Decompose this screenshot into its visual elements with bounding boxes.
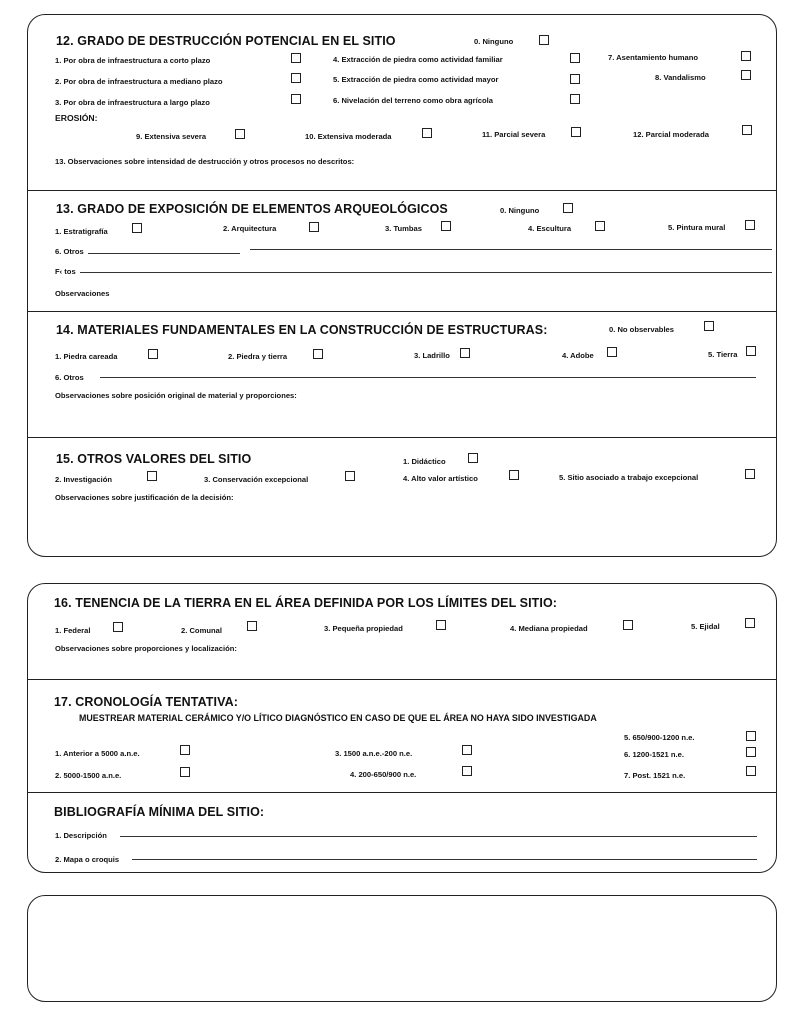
s13-option-2-label: 2. Arquitectura (223, 224, 277, 233)
s16-option-2-checkbox[interactable] (247, 621, 257, 631)
s17-option-6-label: 6. 1200-1521 n.e. (624, 750, 684, 759)
s15-option-3-checkbox[interactable] (345, 471, 355, 481)
bib-description-line[interactable] (120, 836, 757, 837)
s16-option-1-checkbox[interactable] (113, 622, 123, 632)
s15-option-4-label: 4. Alto valor artístico (403, 474, 478, 483)
s12-option-11-checkbox[interactable] (571, 127, 581, 137)
s12-option-11-label: 11. Parcial severa (482, 130, 546, 139)
s16-option-3-label: 3. Pequeña propiedad (324, 624, 403, 633)
s13-option-3-label: 3. Tumbas (385, 224, 422, 233)
s12-option-7-checkbox[interactable] (741, 51, 751, 61)
s14-option-0-label: 0. No observables (609, 325, 674, 334)
s17-subtitle: MUESTREAR MATERIAL CERÁMICO Y/O LÍTICO DIAGNÓSTICO EN CASO DE QUE EL ÁREA NO HAYA SIDO INVESTIGADA (79, 713, 597, 723)
s12-option-10-checkbox[interactable] (422, 128, 432, 138)
bib-map-label: 2. Mapa o croquis (55, 855, 120, 864)
section-divider (28, 679, 776, 680)
s12-option-0-label: 0. Ninguno (474, 37, 514, 46)
s15-option-1-label: 1. Didáctico (403, 457, 446, 466)
bib-map-line[interactable] (132, 859, 757, 860)
s13-observations-label: Observaciones (55, 289, 110, 298)
s15-option-1-checkbox[interactable] (468, 453, 478, 463)
s13-otros-line-a[interactable] (88, 253, 240, 254)
s13-option-1-label: 1. Estratigrafía (55, 227, 108, 236)
s16-option-2-label: 2. Comunal (181, 626, 222, 635)
s14-option-4-checkbox[interactable] (607, 347, 617, 357)
s12-option-3-checkbox[interactable] (291, 94, 301, 104)
s15-option-2-checkbox[interactable] (147, 471, 157, 481)
s12-option-4-checkbox[interactable] (570, 53, 580, 63)
s12-observations-label: 13. Observaciones sobre intensidad de destrucción y otros procesos no descritos: (55, 157, 355, 166)
s17-option-6-checkbox[interactable] (746, 747, 756, 757)
s17-option-5-label: 5. 650/900-1200 n.e. (624, 733, 695, 742)
s13-option-6-label: 6. Otros (55, 247, 84, 256)
s13-option-2-checkbox[interactable] (309, 222, 319, 232)
s12-option-1-checkbox[interactable] (291, 53, 301, 63)
s12-option-2-checkbox[interactable] (291, 73, 301, 83)
s12-option-3-label: 3. Por obra de infraestructura a largo plazo (55, 98, 210, 107)
s14-option-3-checkbox[interactable] (460, 348, 470, 358)
s13-option-5-label: 5. Pintura mural (668, 223, 726, 232)
s12-option-4-label: 4. Extracción de piedra como actividad familiar (333, 55, 503, 64)
s14-option-4-label: 4. Adobe (562, 351, 594, 360)
section-divider (28, 190, 776, 191)
s14-option-6-label: 6. Otros (55, 373, 84, 382)
s12-option-8-checkbox[interactable] (741, 70, 751, 80)
s12-option-12-checkbox[interactable] (742, 125, 752, 135)
s17-option-4-checkbox[interactable] (462, 766, 472, 776)
s14-option-2-label: 2. Piedra y tierra (228, 352, 288, 361)
s15-option-5-label: 5. Sitio asociado a trabajo excepcional (559, 473, 699, 482)
blank-panel (27, 895, 777, 1002)
s16-option-5-label: 5. Ejidal (691, 622, 720, 631)
s13-option-1-checkbox[interactable] (132, 223, 142, 233)
s14-option-3-label: 3. Ladrillo (414, 351, 450, 360)
s12-option-0-checkbox[interactable] (539, 35, 549, 45)
s17-option-3-label: 3. 1500 a.n.e.-200 n.e. (335, 749, 413, 758)
s12-option-5-checkbox[interactable] (570, 74, 580, 84)
s12-option-12-label: 12. Parcial moderada (633, 130, 709, 139)
s14-option-5-checkbox[interactable] (746, 346, 756, 356)
s14-otros-line[interactable] (100, 377, 756, 378)
s17-option-3-checkbox[interactable] (462, 745, 472, 755)
s12-option-2-label: 2. Por obra de infraestructura a mediano plazo (55, 77, 223, 86)
s16-option-3-checkbox[interactable] (436, 620, 446, 630)
s12-option-6-checkbox[interactable] (570, 94, 580, 104)
s13-otros-line-b[interactable] (250, 249, 772, 250)
s17-option-5-checkbox[interactable] (746, 731, 756, 741)
s12-option-5-label: 5. Extracción de piedra como actividad mayor (333, 75, 499, 84)
section-13-title: 13. GRADO DE EXPOSICIÓN DE ELEMENTOS ARQUEOLÓGICOS (56, 202, 448, 216)
bib-description-label: 1. Descripción (55, 831, 107, 840)
s16-observations-label: Observaciones sobre proporciones y localización: (55, 644, 237, 653)
section-17-title: 17. CRONOLOGÍA TENTATIVA: (54, 695, 238, 709)
s13-option-3-checkbox[interactable] (441, 221, 451, 231)
s12-option-6-label: 6. Nivelación del terreno como obra agrícola (333, 96, 493, 105)
s17-option-1-checkbox[interactable] (180, 745, 190, 755)
s14-option-0-checkbox[interactable] (704, 321, 714, 331)
s13-option-0-label: 0. Ninguno (500, 206, 540, 215)
s17-option-1-label: 1. Anterior a 5000 a.n.e. (55, 749, 140, 758)
s14-option-1-checkbox[interactable] (148, 349, 158, 359)
s17-option-7-checkbox[interactable] (746, 766, 756, 776)
s12-option-9-label: 9. Extensiva severa (136, 132, 207, 141)
s12-option-9-checkbox[interactable] (235, 129, 245, 139)
s17-option-2-label: 2. 5000-1500 a.n.e. (55, 771, 122, 780)
section-divider (28, 437, 776, 438)
s13-fotos-label: F‹ tos (55, 267, 76, 276)
s13-option-5-checkbox[interactable] (745, 220, 755, 230)
section-divider (28, 311, 776, 312)
s17-option-4-label: 4. 200-650/900 n.e. (350, 770, 417, 779)
section-14-title: 14. MATERIALES FUNDAMENTALES EN LA CONSTRUCCIÓN DE ESTRUCTURAS: (56, 323, 548, 337)
section-15-title: 15. OTROS VALORES DEL SITIO (56, 452, 252, 466)
bibliography-title: BIBLIOGRAFÍA MÍNIMA DEL SITIO: (54, 805, 265, 819)
s14-observations-label: Observaciones sobre posición original de material y proporciones: (55, 391, 297, 400)
s12-option-1-label: 1. Por obra de infraestructura a corto plazo (55, 56, 211, 65)
s16-option-5-checkbox[interactable] (745, 618, 755, 628)
s14-option-5-label: 5. Tierra (708, 350, 738, 359)
s16-option-4-label: 4. Mediana propiedad (510, 624, 588, 633)
s16-option-1-label: 1. Federal (55, 626, 91, 635)
s16-option-4-checkbox[interactable] (623, 620, 633, 630)
erosion-heading: EROSIÓN: (55, 113, 98, 123)
section-divider (28, 792, 776, 793)
s17-option-2-checkbox[interactable] (180, 767, 190, 777)
s15-option-5-checkbox[interactable] (745, 469, 755, 479)
section-12-title: 12. GRADO DE DESTRUCCIÓN POTENCIAL EN EL SITIO (56, 34, 396, 48)
s13-fotos-line[interactable] (80, 272, 772, 273)
s13-option-4-checkbox[interactable] (595, 221, 605, 231)
s15-option-4-checkbox[interactable] (509, 470, 519, 480)
s12-option-7-label: 7. Asentamiento humano (608, 53, 699, 62)
section-16-title: 16. TENENCIA DE LA TIERRA EN EL ÁREA DEFINIDA POR LOS LÍMITES DEL SITIO: (54, 596, 558, 610)
s14-option-2-checkbox[interactable] (313, 349, 323, 359)
s15-observations-label: Observaciones sobre justificación de la decisión: (55, 493, 234, 502)
s13-option-4-label: 4. Escultura (528, 224, 572, 233)
s14-option-1-label: 1. Piedra careada (55, 352, 118, 361)
s12-option-10-label: 10. Extensiva moderada (305, 132, 392, 141)
s15-option-2-label: 2. Investigación (55, 475, 112, 484)
s12-option-8-label: 8. Vandalismo (655, 73, 706, 82)
s17-option-7-label: 7. Post. 1521 n.e. (624, 771, 686, 780)
s15-option-3-label: 3. Conservación excepcional (204, 475, 309, 484)
s13-option-0-checkbox[interactable] (563, 203, 573, 213)
